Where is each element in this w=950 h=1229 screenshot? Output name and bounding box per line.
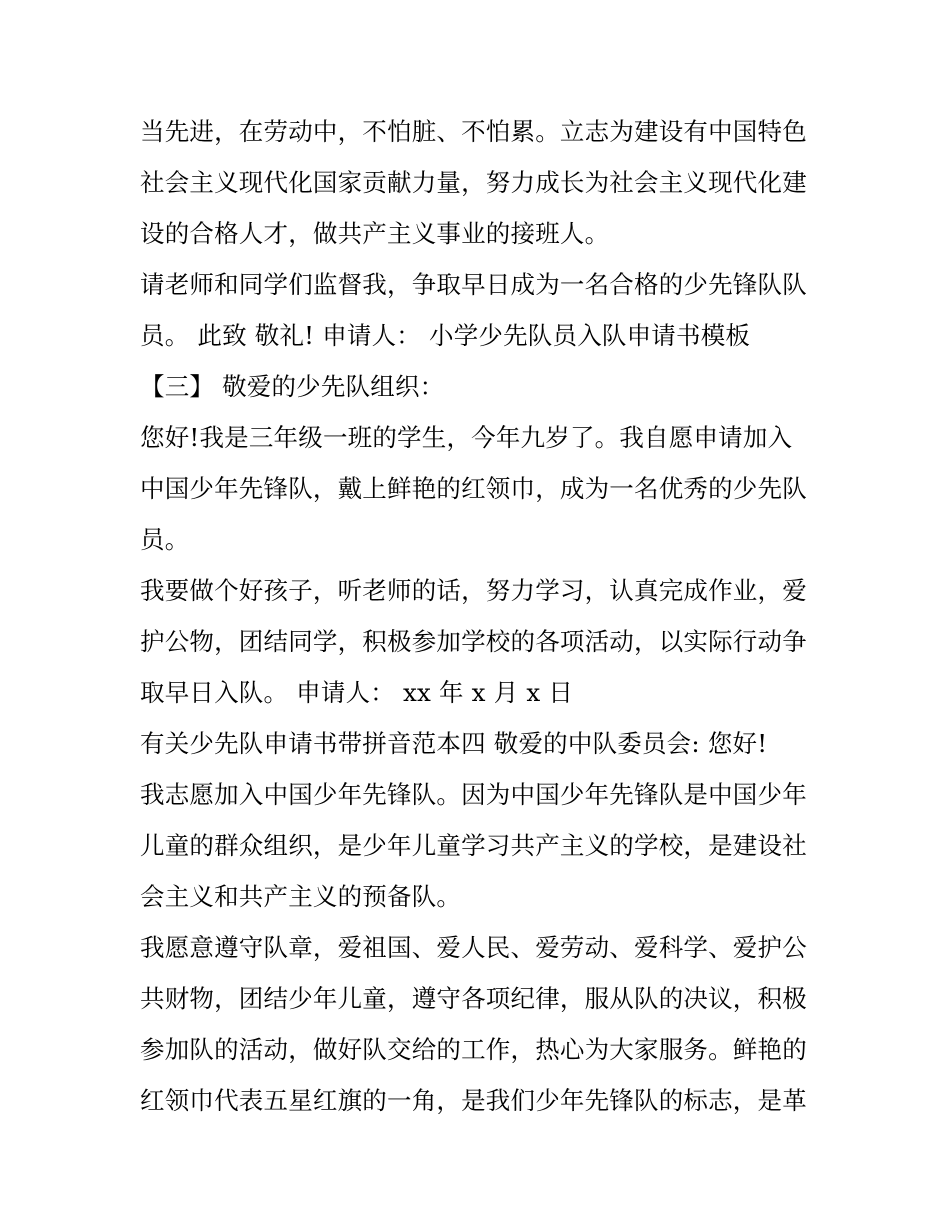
text-line: 设的合格人才，做共产主义事业的接班人。	[140, 219, 610, 248]
text-line: 员。 此致 敬礼! 申请人： 小学少先队员入队申请书模板	[140, 321, 751, 350]
text-line: 我愿意遵守队章，爱祖国、爱人民、爱劳动、爱科学、爱护公	[140, 933, 807, 962]
document-body	[140, 106, 830, 1126]
text-line: 当先进，在劳动中，不怕脏、不怕累。立志为建设有中国特色	[140, 117, 807, 146]
text-line: 共财物，团结少年儿童，遵守各项纪律，服从队的决议，积极	[140, 984, 807, 1013]
text-line: 我要做个好孩子，听老师的话，努力学习，认真完成作业，爱	[140, 576, 807, 605]
text-line: 社会主义现代化国家贡献力量，努力成长为社会主义现代化建	[140, 168, 807, 197]
section-heading: 【三】 敬爱的少先队组织：	[140, 372, 445, 401]
text-line: 请老师和同学们监督我，争取早日成为一名合格的少先锋队队	[140, 270, 807, 299]
text-line: 参加队的活动，做好队交给的工作，热心为大家服务。鲜艳的	[140, 1035, 807, 1064]
text-line: 取早日入队。 申请人： xx 年 x 月 x 日	[140, 678, 574, 707]
text-line: 我志愿加入中国少年先锋队。因为中国少年先锋队是中国少年	[140, 780, 807, 809]
text-line: 会主义和共产主义的预备队。	[140, 882, 462, 911]
text-line: 有关少先队申请书带拼音范本四 敬爱的中队委员会: 您好!	[140, 729, 768, 758]
text-line: 您好!我是三年级一班的学生，今年九岁了。我自愿申请加入	[140, 423, 793, 452]
text-line: 儿童的群众组织，是少年儿童学习共产主义的学校，是建设社	[140, 831, 807, 860]
text-line: 员。	[140, 525, 190, 554]
text-line: 红领巾代表五星红旗的一角，是我们少年先锋队的标志，是革	[140, 1086, 807, 1115]
text-line: 中国少年先锋队，戴上鲜艳的红领巾，成为一名优秀的少先队	[140, 474, 807, 503]
text-line: 护公物，团结同学，积极参加学校的各项活动，以实际行动争	[140, 627, 807, 656]
